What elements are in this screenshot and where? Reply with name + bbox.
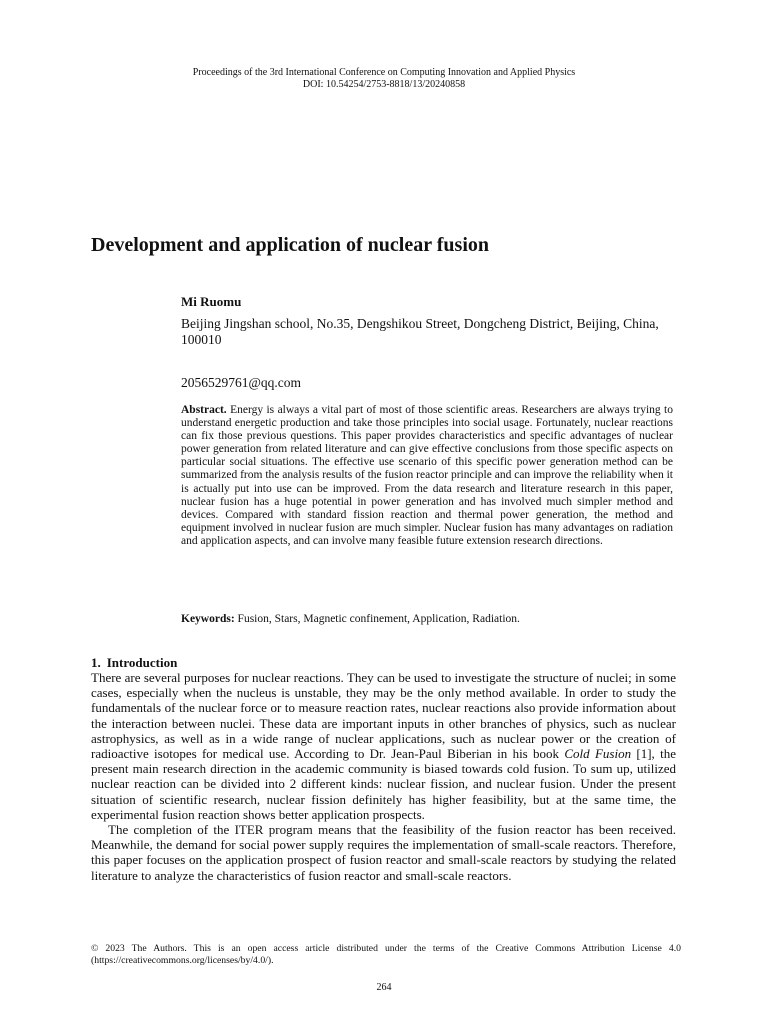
license-footnote: © 2023 The Authors. This is an open access article distributed under the terms of the Creative Commons Attribution License 4.0 (https://creativecommons.org/licenses/by/4.0/). <box>91 943 681 966</box>
running-header <box>0 67 768 91</box>
keywords-text: Fusion, Stars, Magnetic confinement, Application, Radiation. <box>234 613 520 625</box>
keywords-label: Keywords: <box>181 613 235 625</box>
book-title: Cold Fusion <box>564 746 632 762</box>
keywords <box>181 613 681 625</box>
section-title: Introduction <box>106 655 178 670</box>
paragraph <box>91 670 676 822</box>
author-affiliation: Beijing Jingshan school, No.35, Dengshikou Street, Dongcheng District, Beijing, China, 100010 <box>181 316 659 347</box>
paper-title: Development and application of nuclear fusion <box>91 234 489 256</box>
page-number: 264 <box>376 982 392 993</box>
doi: DOI: 10.54254/2753-8818/13/20240858 <box>302 79 466 90</box>
section-heading <box>91 655 177 671</box>
author-email: 2056529761@qq.com <box>181 375 302 390</box>
abstract-text: Energy is always a vital part of most of those scientific areas. Researchers are always trying to understand energetic production and take those principles into social usage. Fortunately, nuclear reactions can fix those previous questions. This paper provides characteristics and specific advantages of nuclear power generation from related literature and can give effective conclusions from those specific aspects on particular social situations. The effective use scenario of this specific power generation method can be summarized from the analysis results of the fusion reactor principle and can improve the reliability when it is actually put into use can be improved. From the data research and literature research in this paper, nuclear fusion has a huge potential in power generation and has involved much simpler method and devices. Compared with standard fission reaction and thermal power generation, the method and equipment involved in nuclear fusion are much simpler. Nuclear fusion has many advantages on radiation and application aspects, and can involve many feasible future extension research directions. <box>181 404 673 547</box>
paragraph-text: There are several purposes for nuclear reactions. They can be used to investigate the structure of nuclei; in some cases, especially when the nucleus is unstable, they may be the only method available. In order to study the fundamentals of the nuclear force or to measure reaction rates, nuclear reactions also provide information about the interaction between nuclei. These data are important inputs in other branches of physics, such as nuclear astrophysics, as well as in a wide range of nuclear applications, such as nuclear power or the creation of radioactive isotopes for medical use. According to Dr. Jean-Paul Biberian in his book <box>91 670 676 762</box>
introduction-body <box>91 670 676 883</box>
conference-name: Proceedings of the 3rd International Conference on Computing Innovation and Applied Physics <box>192 67 576 78</box>
abstract-label: Abstract. <box>181 404 227 416</box>
author-name: Mi Ruomu <box>181 294 242 309</box>
abstract <box>181 404 673 548</box>
paragraph: The completion of the ITER program means that the feasibility of the fusion reactor has been received. Meanwhile, the demand for social power supply requires the implementation of small-scale reactors. Therefore, this paper focuses on the application prospect of fusion reactor and small-scale reactors by studying the related literature to analyze the characteristics of fusion reactor and small-scale reactors. <box>91 822 676 883</box>
paragraph-text: [1], the present main research direction in the academic community is biased towards cold fusion. To sum up, utilized nuclear reaction can be divided into 2 different kinds: nuclear fission, and nuclear fusion. Under the present situation of scientific research, nuclear fission definitely has higher feasibility, but at the same time, the experimental fusion reaction shows better application prospects. <box>91 746 677 822</box>
section-number: 1. <box>91 655 101 670</box>
